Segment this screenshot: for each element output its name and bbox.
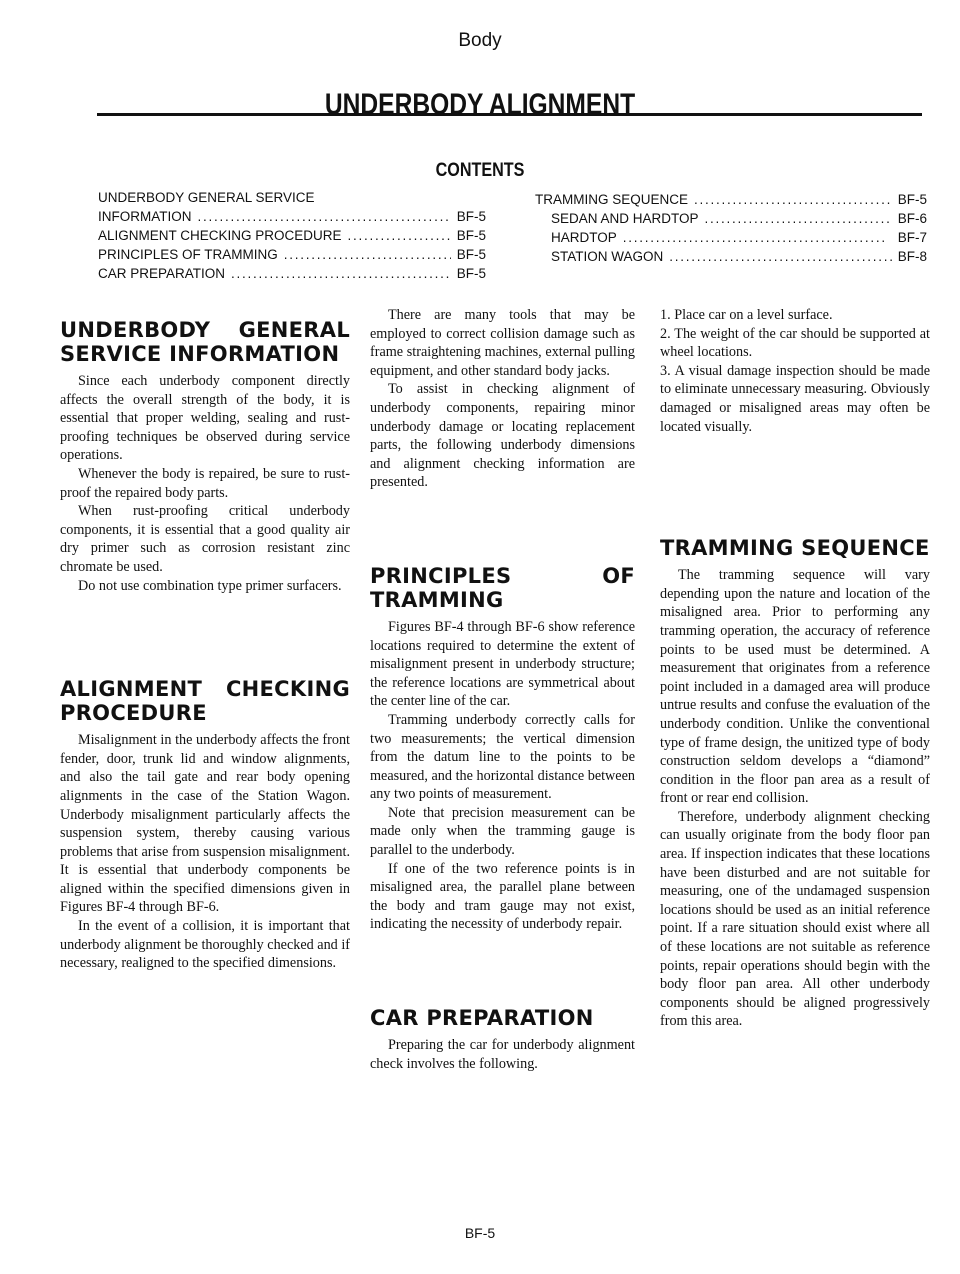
paragraph: Whenever the body is repaired, be sure to rust-proof the repaired body parts.: [60, 465, 350, 501]
toc-page: BF-7: [897, 230, 927, 245]
toc-left: [98, 188, 486, 283]
paragraph: 2. The weight of the car should be supported at wheel locations.: [660, 325, 930, 361]
contents-heading: CONTENTS: [435, 160, 525, 181]
toc-entry[interactable]: [98, 226, 486, 245]
toc-entry[interactable]: [535, 247, 927, 266]
toc-label: CAR PREPARATION: [98, 266, 226, 281]
toc-label: TRAMMING SEQUENCE: [535, 192, 689, 207]
toc-leader: [623, 228, 892, 247]
paragraph: If one of the two reference points is in misaligned area, the parallel plane between the body and tram gauge may not exist, indicating the necessity of underbody repair.: [370, 860, 635, 933]
toc-page: BF-8: [897, 249, 927, 264]
column-middle: [370, 306, 635, 1073]
paragraph: Note that precision measurement can be made only when the tramming gauge is parallel to the underbody.: [370, 804, 635, 859]
toc-right: [535, 190, 927, 266]
toc-leader: [198, 207, 451, 226]
paragraph: Misalignment in the underbody affects the front fender, door, trunk lid and window alignments, and also the tail gate and rear body opening alignments in the case of the Station Wagon. Underbody misalignment particularly affects the suspension system, thereby causing various problems that arise from suspension misalignment. It is essential that underbody components be aligned within the specified dimensions given in Figures BF-4 through BF-6.: [60, 732, 350, 916]
toc-label: SEDAN AND HARDTOP: [551, 211, 699, 226]
section-heading: PRINCIPLES OF TRAMMING: [370, 563, 635, 612]
toc-label: INFORMATION: [98, 209, 192, 224]
paragraph: 3. A visual damage inspection should be made to eliminate unnecessary measuring. Obviously damaged or misaligned areas may often be located visually.: [660, 362, 930, 435]
column-left: [60, 318, 350, 973]
toc-label: PRINCIPLES OF TRAMMING: [98, 247, 278, 262]
toc-leader: [348, 226, 451, 245]
paragraph: Since each underbody component directly affects the overall strength of the body, it is essential that proper welding, sealing and rust-proofing techniques be observed during service operations.: [60, 373, 350, 464]
paragraph: When rust-proofing critical underbody components, it is essential that a good quality air dry primer such as corrosion resistant zinc chromate be used.: [60, 503, 350, 575]
column-right: [660, 306, 930, 1031]
section-sequence: [660, 536, 930, 1031]
toc-entry[interactable]: [535, 190, 927, 209]
section-heading: TRAMMING SEQUENCE: [660, 536, 930, 561]
paragraph: Do not use combination type primer surfacers.: [78, 577, 342, 594]
section-heading: ALIGNMENT CHECKING PROCEDURE: [60, 677, 350, 726]
page-number: BF-5: [464, 1225, 496, 1241]
paragraph: 1. Place car on a level surface.: [660, 307, 833, 323]
section-general: [60, 318, 350, 595]
page-title: UNDERBODY ALIGNMENT: [324, 88, 636, 121]
toc-leader: [231, 264, 451, 283]
toc-entry[interactable]: [98, 188, 486, 207]
toc-leader: [694, 190, 892, 209]
toc-label: STATION WAGON: [551, 249, 664, 264]
section-heading: CAR PREPARATION: [370, 1006, 594, 1031]
toc-leader: [669, 247, 891, 266]
toc-leader: [284, 245, 451, 264]
paragraph: The tramming sequence will vary depending upon the nature and location of the misaligned area. Prior to performing any tramming operation, the accuracy of reference points to be used must be determined. A measurement that originates from a reference point included in a damaged area will produce untrue results and confuse the evaluation of the underbody condition. Unlike the conventional type of frame design, the unitized type of body construction seldom develops a “diamond” condition in the floor pan area as a result of front or rear end collision.: [660, 567, 930, 807]
toc-label: ALIGNMENT CHECKING PROCEDURE: [98, 228, 342, 243]
section-steps: [660, 306, 930, 436]
section-tools: [370, 306, 635, 492]
paragraph: To assist in checking alignment of underbody components, repairing minor underbody damage or locating replacement parts, the following underbody dimensions and alignment checking information are presented.: [370, 381, 635, 491]
paragraph: Preparing the car for underbody alignment check involves the following.: [370, 1037, 635, 1072]
toc-page: BF-5: [456, 228, 486, 243]
paragraph: Tramming underbody correctly calls for two measurements; the vertical dimension from the datum line to the points to be measured, and the horizontal distance between any two points of measurement.: [370, 711, 635, 803]
toc-leader: [705, 209, 892, 228]
toc-page: BF-5: [456, 247, 486, 262]
toc-entry[interactable]: [98, 245, 486, 264]
section-principles: [370, 564, 635, 934]
toc-page: BF-5: [897, 192, 927, 207]
toc-page: BF-6: [897, 211, 927, 226]
running-header: Body: [458, 30, 502, 51]
toc-entry[interactable]: [535, 228, 927, 247]
section-car-prep: [370, 1006, 635, 1073]
paragraph: Therefore, underbody alignment checking can usually originate from the body floor pan area. If inspection indicates that these locations have been disturbed and are not suitable for measuring, one of the undamaged suspension locations should be used as an initial reference point. If a rare situation should exist where all of these locations are not suitable as reference points, repair operations should begin with the body floor pan area. All other underbody components should be aligned progressively from this area.: [660, 808, 930, 1030]
toc-entry[interactable]: [535, 209, 927, 228]
toc-label: UNDERBODY GENERAL SERVICE: [98, 190, 315, 205]
section-alignment: [60, 677, 350, 973]
toc-label: HARDTOP: [551, 230, 617, 245]
toc-page: BF-5: [456, 209, 486, 224]
paragraph: In the event of a collision, it is important that underbody alignment be thoroughly checked and if necessary, realigned to the specified dimensions.: [60, 918, 350, 972]
toc-entry[interactable]: [98, 264, 486, 283]
toc-page: BF-5: [456, 266, 486, 281]
paragraph: Figures BF-4 through BF-6 show reference locations required to determine the extent of misalignment present in underbody structure; the reference locations are symmetrical about the center line of the car.: [370, 618, 635, 710]
paragraph: There are many tools that may be employed to correct collision damage such as frame straightening machines, external pulling equipment, and other standard body jacks.: [370, 307, 635, 379]
toc-entry[interactable]: [98, 207, 486, 226]
section-heading: UNDERBODY GENERAL SERVICE INFORMATION: [60, 318, 350, 366]
